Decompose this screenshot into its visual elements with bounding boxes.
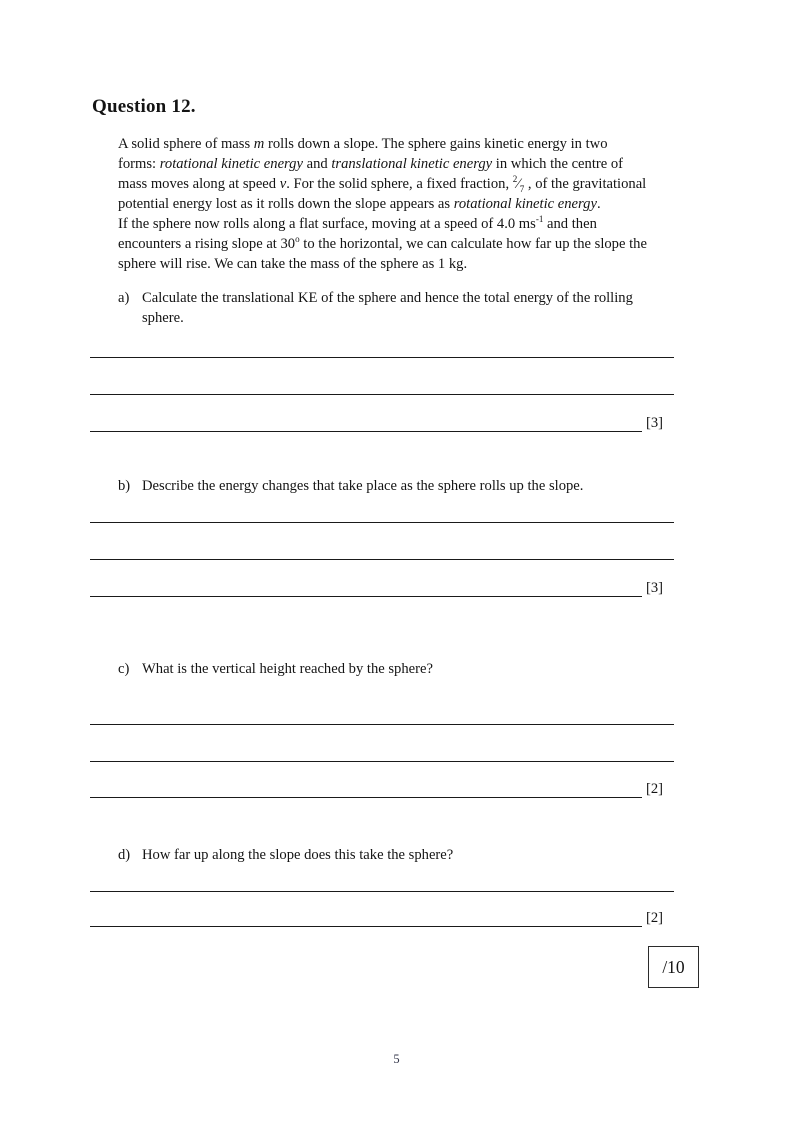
part-d-question: How far up along the slope does this take the sphere?	[142, 847, 454, 863]
answer-line-c-1	[90, 724, 674, 725]
marks-a: [3]	[646, 415, 664, 431]
part-c-label: c)	[118, 661, 130, 677]
part-c	[118, 659, 433, 679]
part-b	[118, 476, 583, 496]
part-b-question: Describe the energy changes that take place as the sphere rolls up the slope.	[142, 478, 584, 494]
part-a	[118, 288, 633, 328]
answer-line-b-2	[90, 559, 674, 560]
answer-line-b-1	[90, 522, 674, 523]
part-d	[118, 845, 453, 865]
part-b-label: b)	[118, 478, 131, 494]
part-d-label: d)	[118, 847, 131, 863]
answer-line-d-2	[90, 926, 642, 927]
answer-line-a-1	[90, 357, 674, 358]
marks-b: [3]	[646, 580, 664, 596]
total-marks-label: /10	[662, 956, 685, 977]
answer-line-d-1	[90, 891, 674, 892]
answer-line-c-3	[90, 797, 642, 798]
question-intro: A solid sphere of mass m rolls down a slope. The sphere gains kinetic energy in two forms: rotational kinetic energy and translational kinetic energy in which the centre of mass moves along at speed v. For the solid sphere, a fixed fraction, $^2⁄_7$ , of the gravitational potential energy lost as it rolls down the slope appears as rotational kinetic energy. If the sphere now rolls along a flat surface, moving at a speed of 4.0 $ms^{-1}$ and then encounters a rising slope at 30$^o$ to the horizontal, we can calculate how far up the slope the sphere will rise. We can take the mass of the sphere as 1 kg.	[118, 136, 647, 272]
marks-d: [2]	[646, 910, 664, 926]
total-marks-box	[648, 946, 699, 988]
question-title: Question 12.	[92, 96, 196, 117]
part-c-question: What is the vertical height reached by the sphere?	[142, 661, 433, 677]
answer-line-a-2	[90, 394, 674, 395]
answer-line-c-2	[90, 761, 674, 762]
marks-c: [2]	[646, 781, 664, 797]
part-a-label: a)	[118, 290, 130, 306]
page-number: 5	[393, 1052, 400, 1066]
answer-line-b-3	[90, 596, 642, 597]
part-a-question: Calculate the translational KE of the sphere and hence the total energy of the rolling sphere.	[142, 290, 633, 326]
answer-line-a-3	[90, 431, 642, 432]
